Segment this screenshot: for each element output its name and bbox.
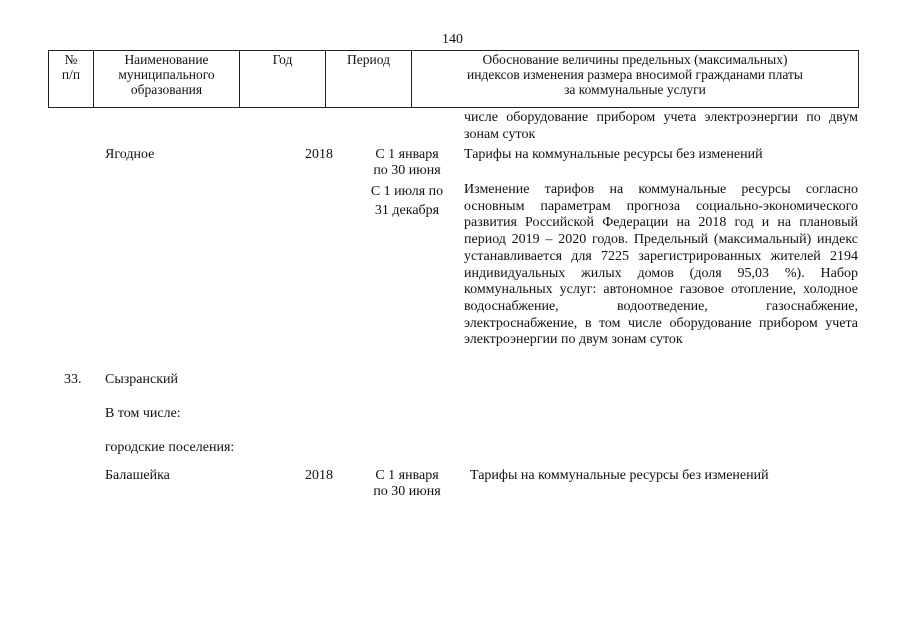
header-municipality-name: Наименование муниципального образования bbox=[94, 51, 240, 108]
period-cell: С 1 июля по 31 декабря bbox=[370, 184, 444, 218]
continuation-text: числе оборудование прибором учета электроэнергии по двум зонам суток bbox=[464, 110, 858, 142]
justification-cell: Тарифы на коммунальные ресурсы без изменений bbox=[464, 147, 763, 162]
page-number: 140 bbox=[442, 32, 463, 47]
justification-cell: Тарифы на коммунальные ресурсы без изменений bbox=[470, 468, 769, 483]
municipality-name: Балашейка bbox=[105, 468, 170, 483]
municipality-name: Ягодное bbox=[105, 147, 155, 162]
period-cell: С 1 января по 30 июня bbox=[373, 468, 441, 499]
year-cell: 2018 bbox=[305, 468, 333, 483]
table-header bbox=[48, 50, 859, 108]
urban-settlements-label: городские поселения: bbox=[105, 440, 235, 455]
municipality-name: Сызранский bbox=[105, 372, 178, 387]
row-number: 33. bbox=[64, 372, 82, 387]
header-year: Год bbox=[240, 51, 326, 108]
header-period: Период bbox=[326, 51, 412, 108]
including-label: В том числе: bbox=[105, 406, 181, 421]
year-cell: 2018 bbox=[305, 147, 333, 162]
header-number: № п/п bbox=[49, 51, 94, 108]
header-justification: Обоснование величины предельных (максимальных) индексов изменения размера вносимой гражданами платы за коммунальные услуги bbox=[412, 51, 859, 108]
justification-cell: Изменение тарифов на коммунальные ресурсы согласно основным параметрам прогноза социально-экономического развития Российской Федерации на 2018 год и на плановый период 2019 – 2020 годов. Предельный (максимальный) индекс устанавливается для 7225 зарегистрированных жителей 2194 индивидуальных жилых домов (доля 95,03 %). Набор коммунальных услуг: автономное газовое отопление, холодное водоснабжение, водоотведение, газоснабжение, электроснабжение, в том числе оборудование прибором учета электроэнергии по двум зонам суток bbox=[464, 182, 858, 348]
period-cell: С 1 января по 30 июня bbox=[373, 147, 441, 178]
header-row bbox=[49, 51, 859, 108]
